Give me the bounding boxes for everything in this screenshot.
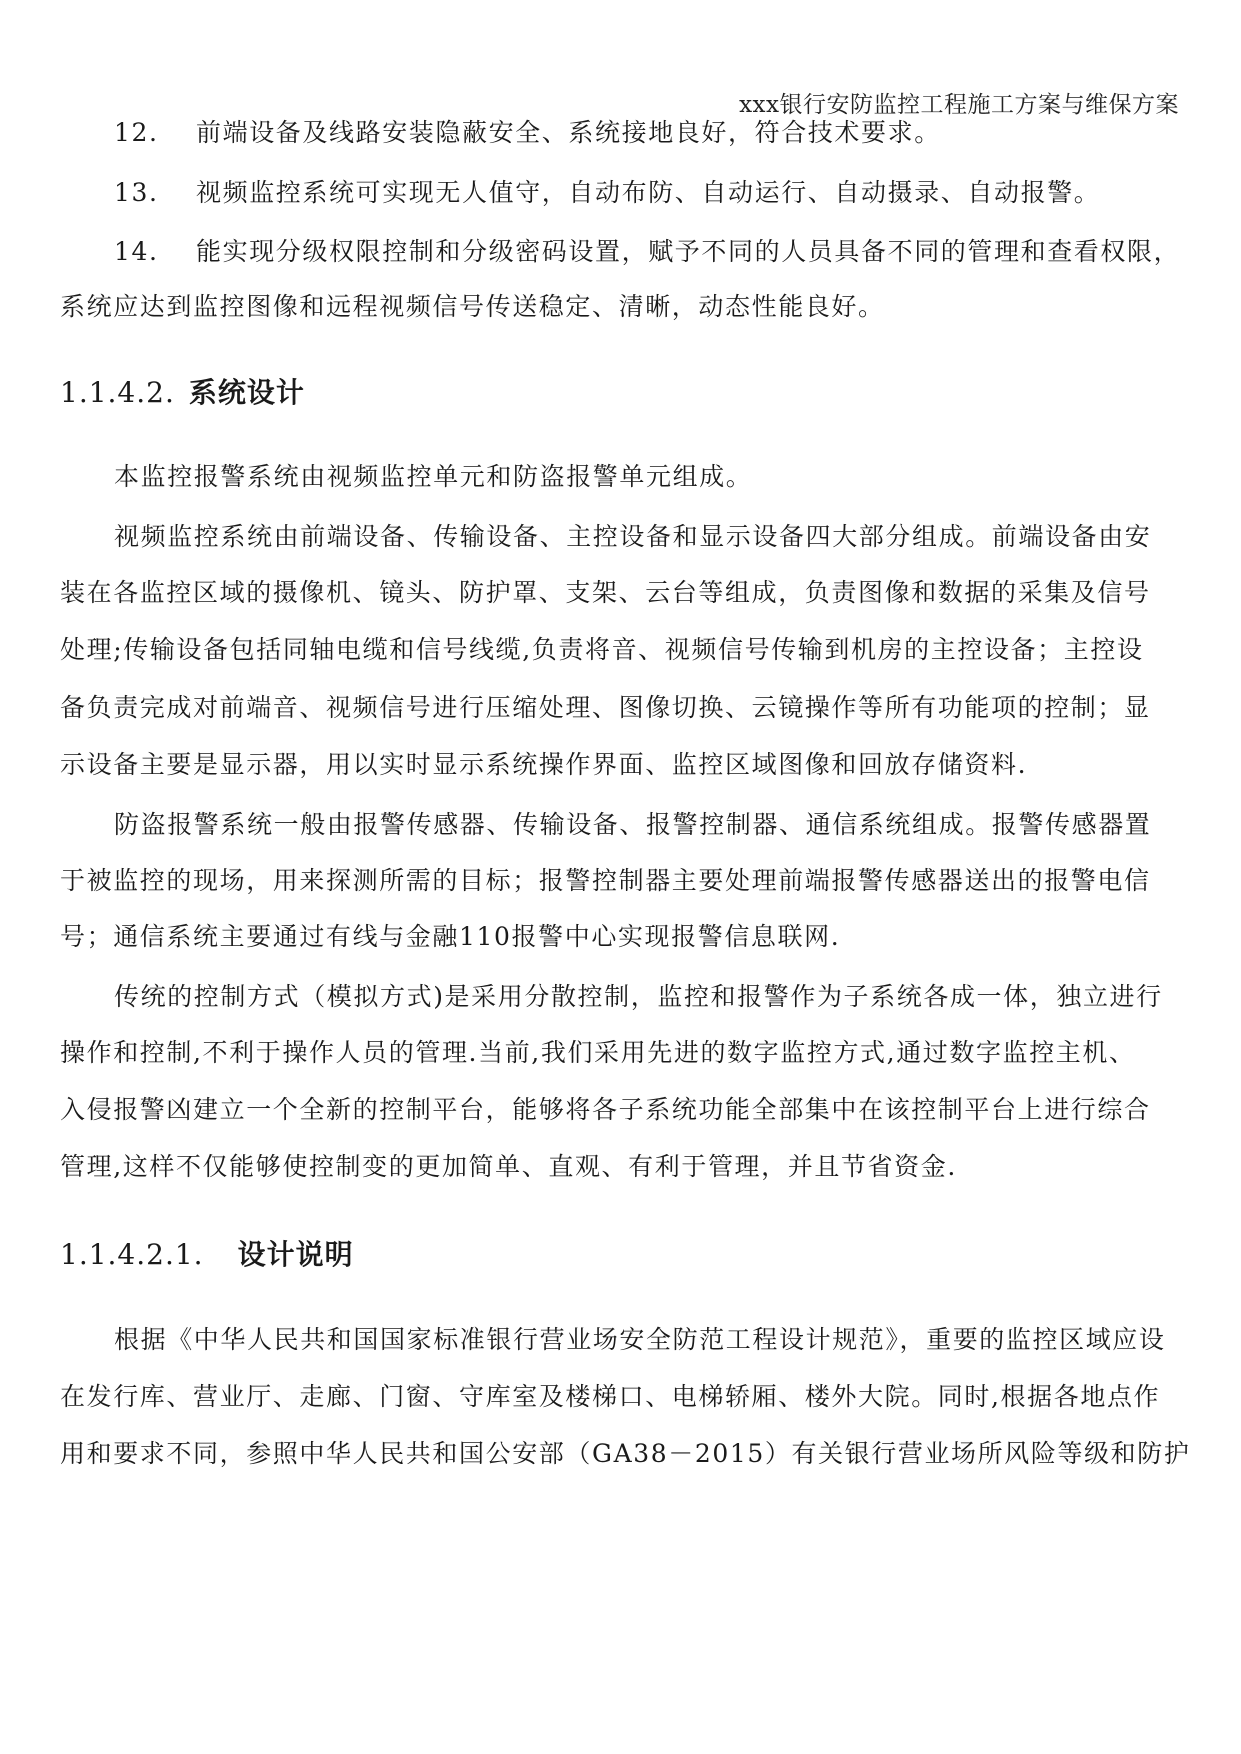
paragraph-line: 装在各监控区域的摄像机、镜头、防护罩、支架、云台等组成，负责图像和数据的采集及信号 bbox=[60, 578, 1151, 607]
paragraph-line: 示设备主要是显示器，用以实时显示系统操作界面、监控区域图像和回放存储资料. bbox=[60, 750, 1028, 779]
list-item-14 bbox=[60, 237, 1185, 267]
section-number: 1.1.4.2.1. bbox=[60, 1238, 204, 1271]
paragraph-line: 本监控报警系统由视频监控单元和防盗报警单元组成。 bbox=[114, 462, 753, 491]
page-header: xxx银行安防监控工程施工方案与维保方案 bbox=[739, 92, 1179, 118]
paragraph-line: 号；通信系统主要通过有线与金融110报警中心实现报警信息联网. bbox=[60, 922, 841, 951]
section-title: 设计说明 bbox=[237, 1238, 354, 1271]
list-item-12 bbox=[60, 118, 1185, 148]
list-text: 前端设备及线路安装隐蔽安全、系统接地良好，符合技术要求。 bbox=[196, 118, 941, 147]
list-number: 12. bbox=[114, 118, 159, 147]
paragraph-line: 传统的控制方式（模拟方式)是采用分散控制，监控和报警作为子系统各成一体，独立进行 bbox=[114, 982, 1163, 1011]
paragraph-line: 根据《中华人民共和国国家标准银行营业场安全防范工程设计规范》，重要的监控区域应设 bbox=[114, 1325, 1166, 1354]
paragraph-line: 入侵报警凶建立一个全新的控制平台，能够将各子系统功能全部集中在该控制平台上进行综合 bbox=[60, 1095, 1151, 1124]
paragraph-line: 处理;传输设备包括同轴电缆和信号线缆,负责将音、视频信号传输到机房的主控设备；主控设 bbox=[60, 635, 1144, 664]
paragraph-line: 用和要求不同，参照中华人民共和国公安部（GA38－2015）有关银行营业场所风险等级和防护 bbox=[60, 1439, 1191, 1468]
section-heading-system-design bbox=[60, 376, 305, 410]
paragraph-line: 于被监控的现场，用来探测所需的目标；报警控制器主要处理前端报警传感器送出的报警电信 bbox=[60, 866, 1151, 895]
section-heading-design-notes bbox=[60, 1238, 354, 1272]
section-number: 1.1.4.2. bbox=[60, 376, 175, 409]
list-item-13 bbox=[60, 178, 1185, 208]
paragraph-line: 备负责完成对前端音、视频信号进行压缩处理、图像切换、云镜操作等所有功能项的控制；显 bbox=[60, 693, 1151, 722]
paragraph-line: 操作和控制,不利于操作人员的管理.当前,我们采用先进的数字监控方式,通过数字监控主机、 bbox=[60, 1038, 1136, 1067]
paragraph-line: 在发行库、营业厅、走廊、门窗、守库室及楼梯口、电梯轿厢、楼外大院。同时,根据各地点作 bbox=[60, 1382, 1161, 1411]
list-number: 13. bbox=[114, 178, 159, 207]
list-text: 能实现分级权限控制和分级密码设置，赋予不同的人员具备不同的管理和查看权限， bbox=[196, 237, 1181, 266]
list-item-14-continuation: 系统应达到监控图像和远程视频信号传送稳定、清晰，动态性能良好。 bbox=[60, 292, 885, 321]
list-text: 视频监控系统可实现无人值守，自动布防、自动运行、自动摄录、自动报警。 bbox=[196, 178, 1101, 207]
section-title: 系统设计 bbox=[188, 376, 305, 409]
paragraph-line: 视频监控系统由前端设备、传输设备、主控设备和显示设备四大部分组成。前端设备由安 bbox=[114, 522, 1152, 551]
paragraph-line: 防盗报警系统一般由报警传感器、传输设备、报警控制器、通信系统组成。报警传感器置 bbox=[114, 810, 1152, 839]
list-number: 14. bbox=[114, 237, 159, 266]
paragraph-line: 管理,这样不仅能够使控制变的更加简单、直观、有利于管理，并且节省资金. bbox=[60, 1152, 957, 1181]
